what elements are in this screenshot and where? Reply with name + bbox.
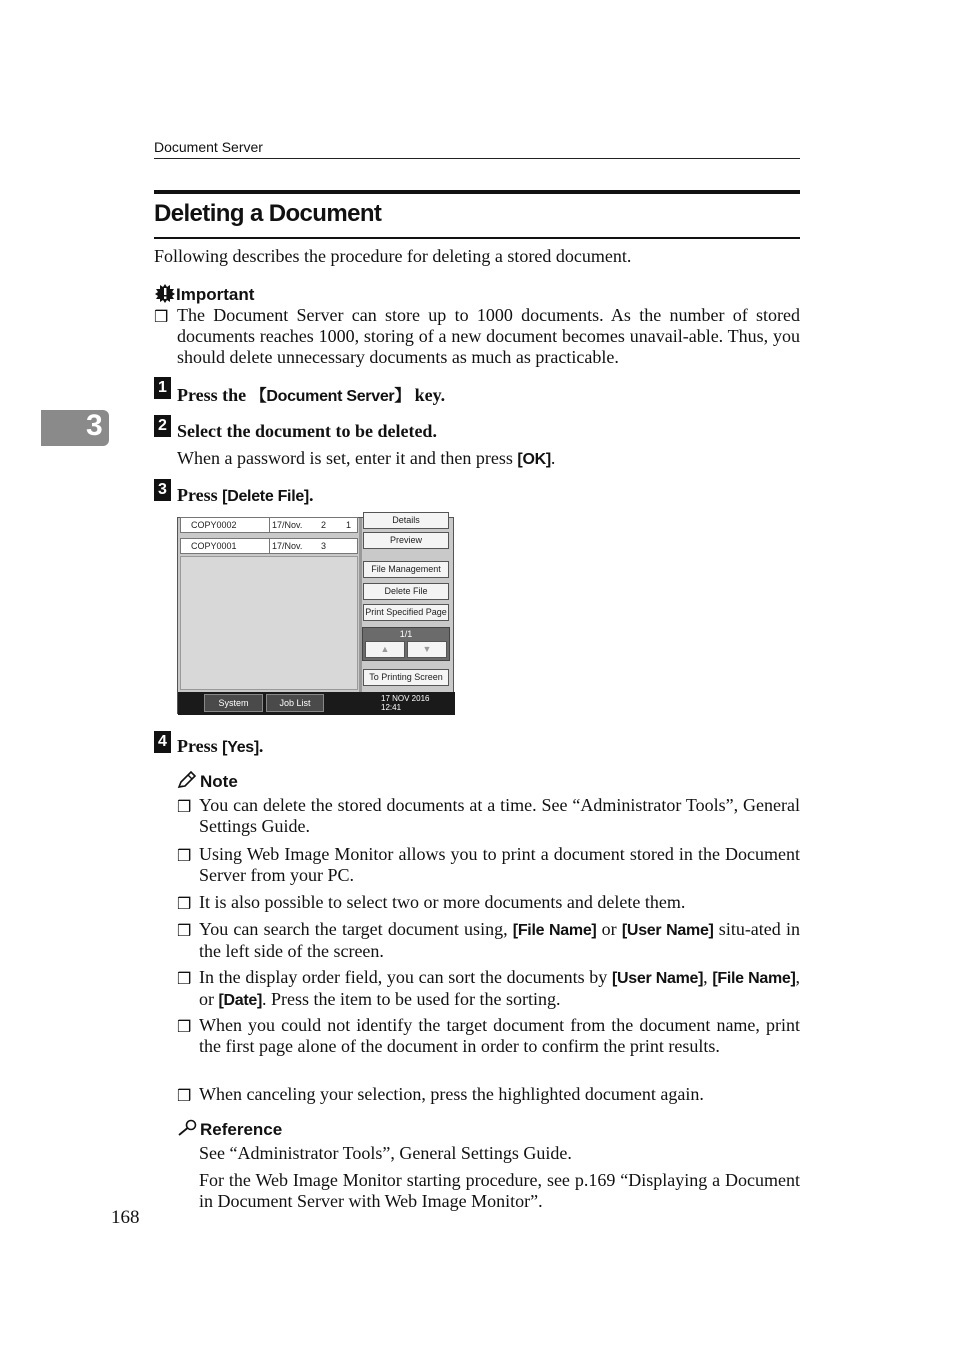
divider: [359, 518, 362, 692]
checkbox-icon: ❒: [154, 307, 169, 326]
note-item: [199, 795, 800, 837]
important-heading: [154, 283, 254, 305]
checkbox-icon: ❒: [177, 969, 192, 988]
magnifier-icon: [177, 1119, 199, 1137]
note-text: Using Web Image Monitor allows you to print a document stored in the Document Server from your PC.: [199, 844, 800, 885]
note-text: It is also possible to select two or more documents and delete them.: [199, 892, 686, 912]
step-number: 1: [154, 377, 171, 399]
file-name: COPY0001: [191, 541, 237, 551]
down-arrow-icon: ▼: [422, 644, 432, 654]
print-specified-page-button[interactable]: Print Specified Page: [363, 604, 449, 621]
page-indicator: 1/1: [399, 629, 413, 639]
intro-text: Following describes the procedure for deleting a stored document.: [154, 246, 632, 266]
file-pages: 2: [321, 520, 327, 530]
yes-key: [Yes]: [222, 739, 259, 756]
page-navigator: [362, 627, 450, 661]
file-copies: 1: [346, 520, 352, 530]
preview-button[interactable]: Preview: [363, 532, 449, 549]
scroll-up-button[interactable]: [365, 641, 405, 658]
delete-file-button[interactable]: Delete File: [363, 583, 449, 600]
step-1-text: Press the 【Document Server】 key.: [177, 385, 446, 405]
note-text: When you could not identify the target document from the document name, print the first page alone of the document in order to confirm the print results.: [199, 1015, 800, 1056]
step-2-subtext: When a password is set, enter it and then press [OK].: [177, 448, 556, 468]
header-rule: [154, 158, 800, 159]
document-server-key: 【Document Server】: [250, 388, 411, 405]
file-pages: 3: [321, 541, 327, 551]
clock-time: 12:41: [381, 703, 402, 712]
checkbox-icon: ❒: [177, 1086, 192, 1105]
pencil-icon: [177, 771, 197, 789]
job-list-button[interactable]: Job List: [266, 694, 324, 712]
note-text: You can delete the stored documents at a time. See “Administrator Tools”, General Settings Guide.: [199, 795, 800, 836]
note-text: You can search the target document using,: [199, 919, 513, 939]
note-text: In the display order field, you can sort the documents by: [199, 967, 612, 987]
step-number: 2: [154, 415, 171, 437]
key-label: [Date]: [218, 992, 263, 1009]
important-label: Important: [176, 285, 255, 304]
scroll-down-button[interactable]: [407, 641, 447, 658]
note-text: situ-ated in the left side of the screen.: [199, 919, 801, 961]
checkbox-icon: ❒: [177, 894, 192, 913]
important-item: The Document Server can store up to 1000 documents. As the number of stored documents reaches 1000, storing of a new document becomes unavail-able. Thus, you should delete unnecessary documents as much as practicable.: [177, 305, 800, 367]
file-date: 17/Nov.: [269, 518, 302, 532]
system-status-button[interactable]: System Status: [204, 694, 263, 712]
note-text: ,: [703, 967, 713, 987]
note-item: [199, 892, 800, 913]
chapter-number: 3: [86, 409, 103, 442]
file-management-button[interactable]: File Management: [363, 561, 449, 578]
step-2-text: Select the document to be deleted.: [177, 421, 437, 441]
checkbox-icon: ❒: [177, 921, 192, 940]
file-name: COPY0002: [191, 520, 237, 530]
reference-item: See “Administrator Tools”, General Settings Guide.: [199, 1143, 572, 1163]
step-number: 4: [154, 731, 171, 753]
step-4-text: Press [Yes].: [177, 736, 264, 756]
note-heading: [177, 771, 238, 792]
status-bar: [178, 692, 455, 724]
document-list-area: [180, 556, 358, 690]
note-item: [199, 967, 800, 1011]
clock-date: 17 NOV 2016: [381, 694, 430, 703]
important-icon: [154, 283, 176, 303]
note-text: , or: [199, 967, 800, 1009]
note-item: [199, 1084, 800, 1105]
note-item: [199, 844, 800, 886]
step-number: 3: [154, 479, 171, 501]
title-top-rule: [154, 190, 800, 194]
checkbox-icon: ❒: [177, 797, 192, 816]
file-date: 17/Nov.: [269, 539, 302, 553]
document-server-screen: [177, 515, 454, 724]
clock: [381, 694, 429, 712]
to-printing-screen-button[interactable]: To Printing Screen: [363, 669, 449, 686]
key-label: [File Name]: [712, 970, 796, 987]
delete-file-key: [Delete File]: [222, 488, 309, 505]
note-text: When canceling your selection, press the highlighted document again.: [199, 1084, 704, 1104]
note-item: [199, 1015, 800, 1057]
reference-heading: [177, 1119, 282, 1140]
ok-key: [OK]: [517, 451, 551, 468]
reference-label: Reference: [200, 1120, 283, 1139]
note-label: Note: [200, 772, 238, 791]
page-title: Deleting a Document: [154, 200, 382, 227]
key-label: [User Name]: [621, 922, 714, 939]
key-label: [File Name]: [512, 922, 597, 939]
checkbox-icon: ❒: [177, 846, 192, 865]
details-button[interactable]: Details: [363, 512, 449, 529]
note-text: . Press the item to be used for the sorting.: [262, 989, 561, 1009]
up-arrow-icon: ▲: [380, 644, 390, 654]
page-number: 168: [111, 1207, 140, 1228]
table-row[interactable]: [180, 517, 358, 533]
running-head: Document Server: [154, 139, 263, 155]
key-label: [User Name]: [612, 970, 704, 987]
reference-item: For the Web Image Monitor starting procedure, see p.169 “Displaying a Document in Document Server with Web Image Monitor”.: [199, 1170, 800, 1211]
note-text: or: [596, 919, 622, 939]
title-bottom-rule: [154, 237, 800, 239]
step-3-text: Press [Delete File].: [177, 485, 314, 505]
note-item: [199, 919, 800, 962]
checkbox-icon: ❒: [177, 1017, 192, 1036]
table-row[interactable]: [180, 538, 358, 554]
